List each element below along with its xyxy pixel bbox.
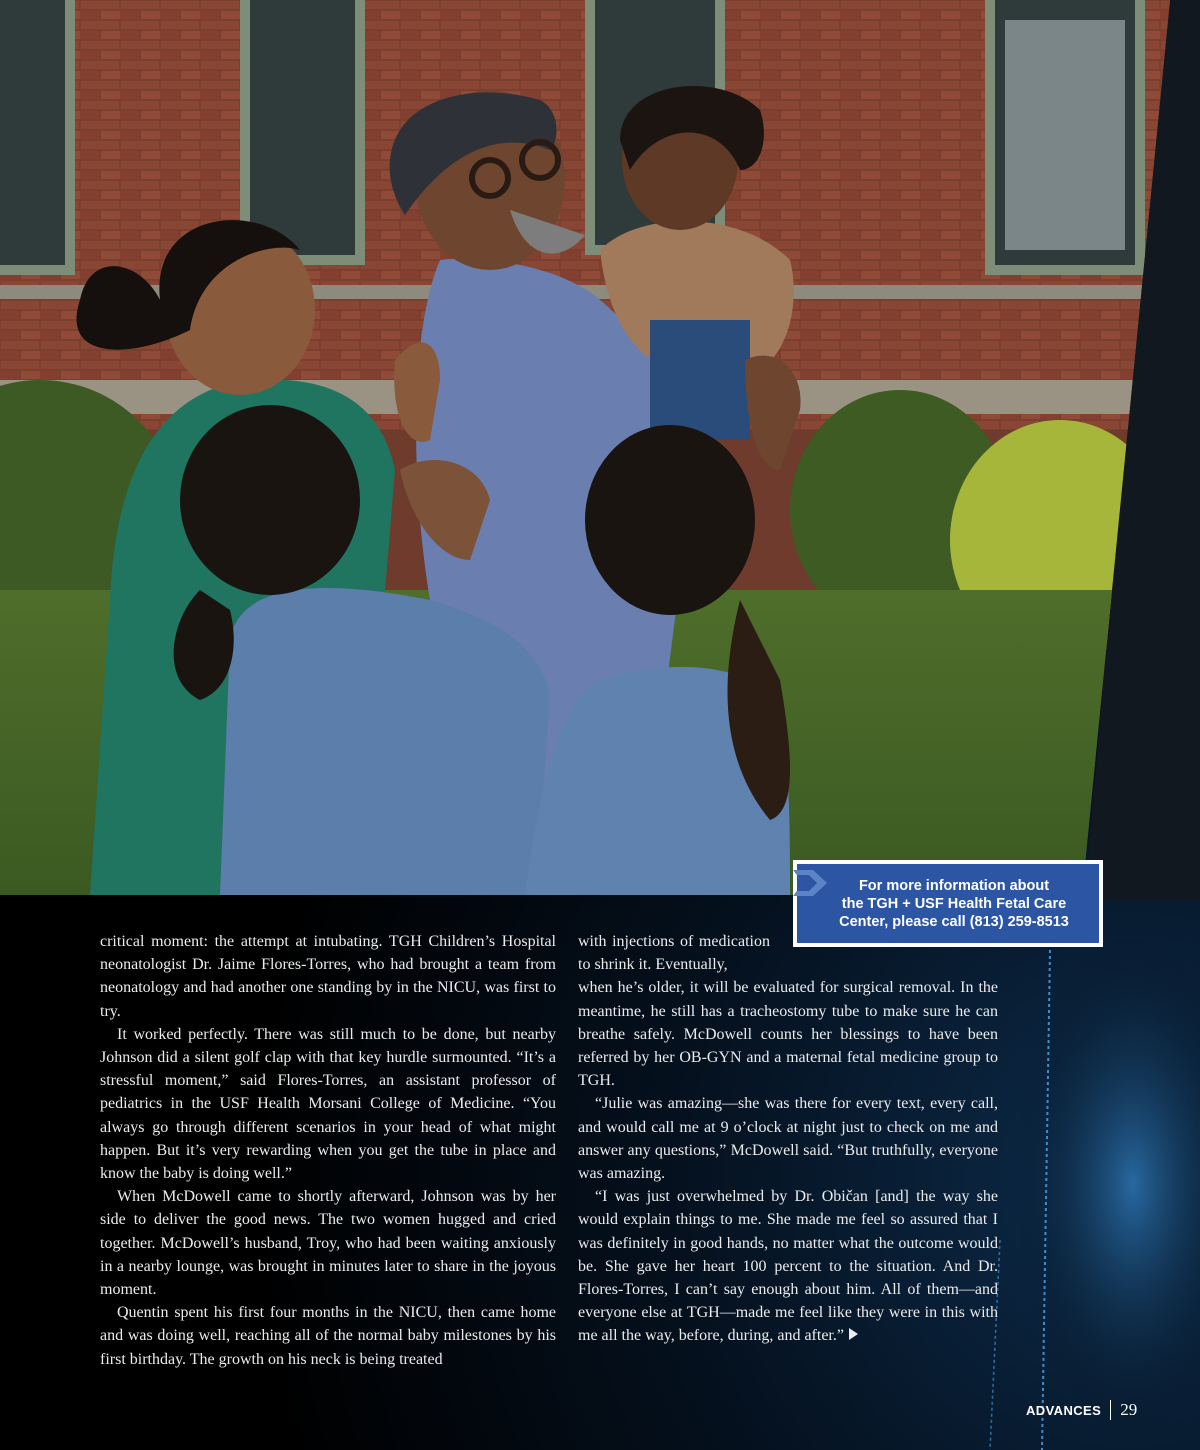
info-line-1: For more information about <box>858 877 1050 894</box>
page-footer <box>1026 1398 1137 1422</box>
article-column-left <box>100 930 556 1371</box>
article-paragraph: Quentin spent his first four months in the NICU, then came home and was doing well, reaching all of the normal baby milestones by his first birthday. The growth on his neck is being treated <box>100 1304 556 1368</box>
footer-divider <box>1110 1400 1111 1420</box>
chevron-right-icon <box>793 870 827 896</box>
article-paragraph-wrap: with injections of medication to shrink it. Eventually, <box>578 933 770 974</box>
page-number: 29 <box>1120 1400 1138 1419</box>
info-callout-text <box>839 877 1069 931</box>
article-column-right <box>578 930 998 1348</box>
article-paragraph: critical moment: the attempt at intubating. TGH Children’s Hospital neonatologist Dr. Jaime Flores-Torres, who had brought a team from neonatology and had another one standing by in the NICU, was first to try. <box>100 933 556 1020</box>
article-paragraph: It worked perfectly. There was still much to be done, but nearby Johnson did a silent golf clap with that key hurdle surmounted. “It’s a stressful moment,” said Flores-Torres, an assistant professor of pediatrics in the USF Health Morsani College of Medicine. “You always go through different scenarios in your head of what might happen. But it’s very rewarding when you get the tube in place and know the baby is doing well.” <box>100 1025 556 1183</box>
article-paragraph: when he’s older, it will be evaluated for surgical removal. In the meantime, he still has a tracheostomy tube to make sure he can breathe safely. McDowell counts her blessings to have been referred by her OB-GYN and a maternal fetal medicine group to TGH. <box>578 979 998 1090</box>
article-paragraph-text: “I was just overwhelmed by Dr. Običan [and] the way she would explain things to me. She made me feel so assured that I was definitely in good hands, no matter what the outcome would be. She gave her heart 100 percent to the situation. And Dr. Flores-Torres, I can’t say enough about him. All of them—and everyone else at TGH—made me feel like they were in this with me all the way, before, during, and after.” <box>578 1188 998 1345</box>
article-paragraph: “Julie was amazing—she was there for every text, every call, and would call me at 9 o’clock at night just to check on me and answer any questions,” McDowell said. “But truthfully, everyone was amazing. <box>578 1095 998 1183</box>
info-line-2: the TGH + USF Health Fetal Care <box>841 895 1067 912</box>
info-line-3: Center, please call (813) 259-8513 <box>839 913 1069 930</box>
end-mark-arrow-icon <box>849 1328 858 1340</box>
article-paragraph: When McDowell came to shortly afterward, Johnson was by her side to deliver the good news. The two women hugged and cried together. McDowell’s husband, Troy, who had been waiting anxiously in a nearby lounge, was brought in minutes later to share in the joyous moment. <box>100 1188 556 1299</box>
publication-name: ADVANCES <box>1026 1402 1102 1418</box>
article-paragraph-last <box>578 1185 998 1347</box>
